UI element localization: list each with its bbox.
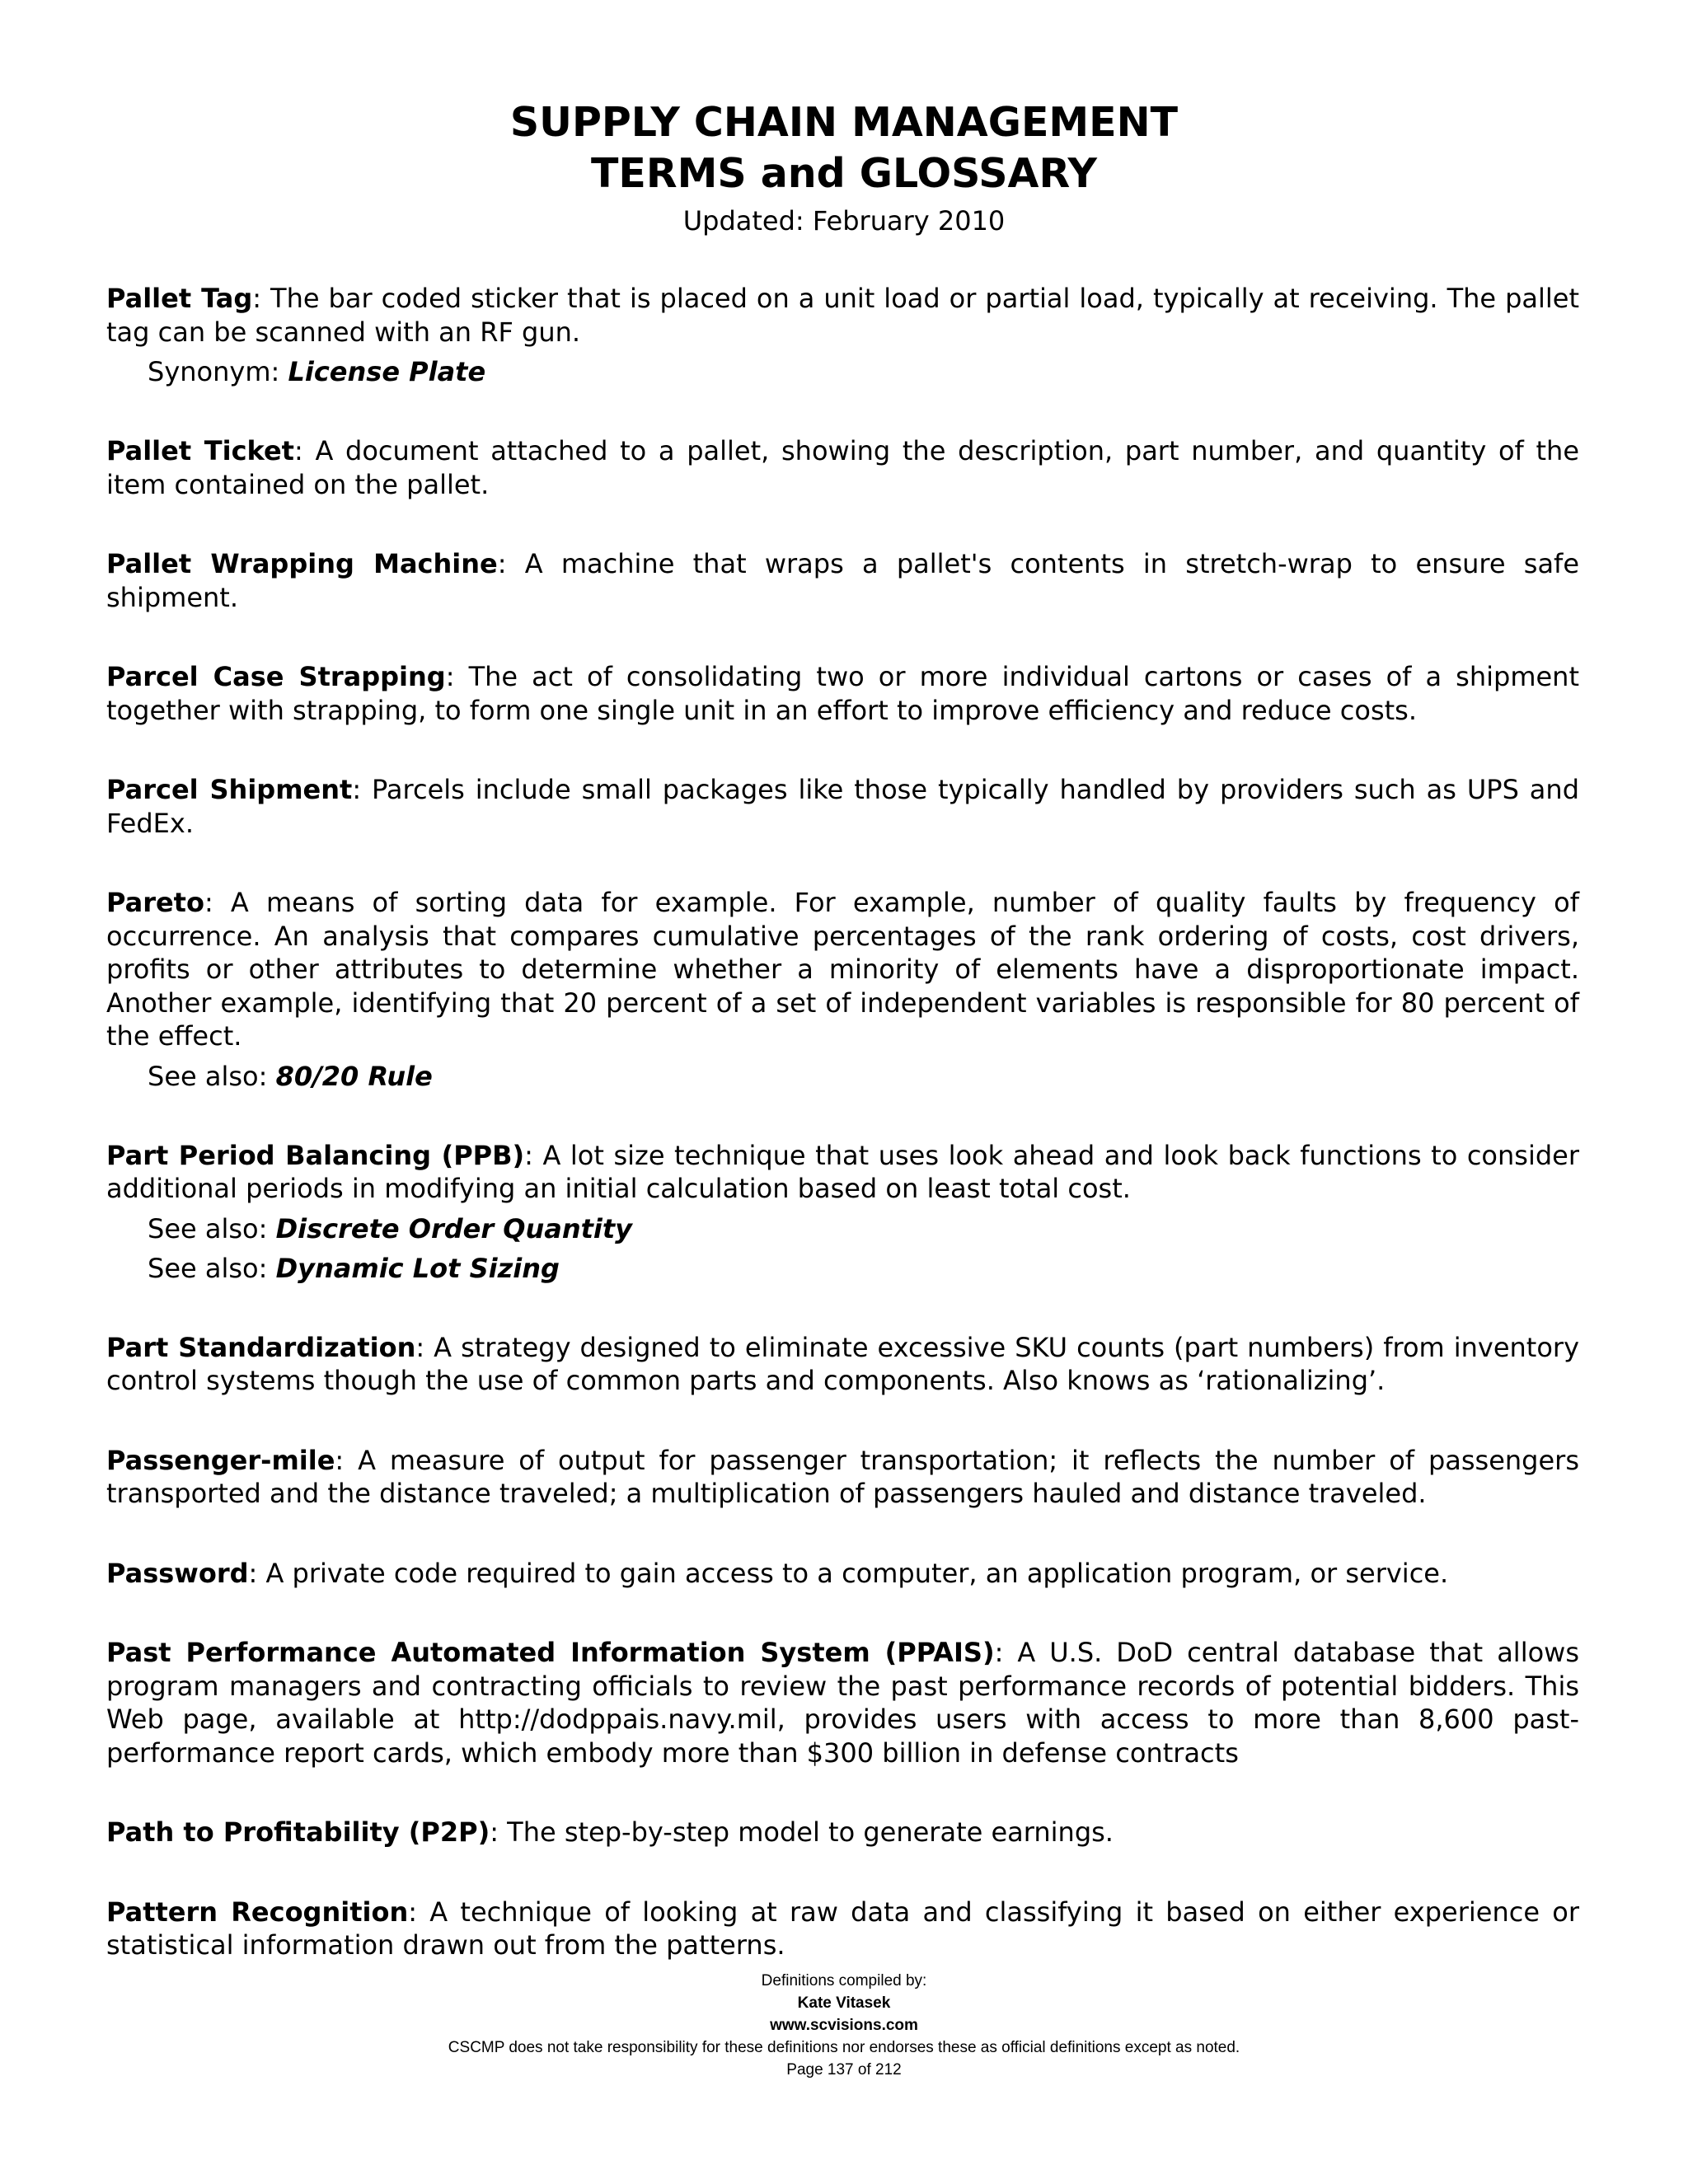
glossary-entry xyxy=(106,773,1579,840)
title-line-2: TERMS and GLOSSARY xyxy=(590,150,1097,197)
entry-text xyxy=(106,1331,1579,1398)
entry-term: Path to Profitability (P2P) xyxy=(106,1816,490,1848)
reference-term: 80/20 Rule xyxy=(275,1060,433,1092)
entry-reference xyxy=(106,355,1579,388)
reference-term: Dynamic Lot Sizing xyxy=(275,1252,560,1284)
entry-text xyxy=(106,1896,1579,1962)
entry-reference xyxy=(106,1212,1579,1245)
entry-text xyxy=(106,282,1579,349)
entry-term: Password xyxy=(106,1557,249,1589)
glossary-entry xyxy=(106,1139,1579,1285)
glossary-entry xyxy=(106,1331,1579,1398)
entry-reference xyxy=(106,1252,1579,1285)
website-link: www.scvisions.com xyxy=(770,2017,918,2034)
entry-term: Past Performance Automated Information System (PPAIS) xyxy=(106,1637,995,1668)
entry-term: Part Period Balancing (PPB) xyxy=(106,1139,525,1171)
entry-term: Pallet Wrapping Machine xyxy=(106,548,498,579)
glossary-entry xyxy=(106,1444,1579,1511)
page-footer xyxy=(0,1970,1688,2081)
disclaimer-text: CSCMP does not take responsibility for these definitions nor endorses these as official definitions except as noted. xyxy=(448,2039,1240,2056)
page-header xyxy=(0,97,1688,239)
entry-definition: : A document attached to a pallet, showing the description, part number, and quantity of the item contained on the pallet. xyxy=(106,435,1580,500)
glossary-entry xyxy=(106,1816,1579,1849)
entry-text xyxy=(106,1557,1579,1591)
entry-definition: : A means of sorting data for example. For example, number of quality faults by frequency of occurrence. An analysis that compares cumulative percentages of the rank ordering of costs, cost drivers, profits or other attributes to determine whether a minority of elements have a disproportionate impact. Another example, identifying that 20 percent of a set of independent variables is responsible for 80 percent of the effect. xyxy=(106,887,1579,1052)
entry-reference xyxy=(106,1060,1579,1093)
reference-label: See also: xyxy=(148,1252,276,1284)
reference-term: Discrete Order Quantity xyxy=(275,1212,633,1244)
entry-text xyxy=(106,1636,1579,1769)
entry-text xyxy=(106,660,1579,727)
entry-text xyxy=(106,1139,1579,1206)
author-name: Kate Vitasek xyxy=(797,1994,891,2012)
glossary-entry xyxy=(106,660,1579,727)
entry-definition: : The step-by-step model to generate earnings. xyxy=(490,1816,1114,1848)
glossary-entry xyxy=(106,1557,1579,1591)
entry-definition: : A machine that wraps a pallet's contents in stretch-wrap to ensure safe shipment. xyxy=(106,548,1580,613)
entry-definition: : A strategy designed to eliminate excessive SKU counts (part numbers) from inventory control systems though the use of common parts and components. Also knows as ‘rationalizing’. xyxy=(106,1331,1580,1396)
entry-term: Parcel Shipment xyxy=(106,774,353,805)
updated-date: Updated: February 2010 xyxy=(682,205,1006,237)
reference-label: See also: xyxy=(148,1060,276,1092)
glossary-entry xyxy=(106,282,1579,388)
entry-term: Pallet Ticket xyxy=(106,435,294,466)
reference-label: Synonym: xyxy=(148,356,288,387)
entry-definition: : A lot size technique that uses look ahead and look back functions to consider additional periods in modifying an initial calculation based on least total cost. xyxy=(106,1139,1580,1204)
entry-text xyxy=(106,773,1579,840)
entry-term: Part Standardization xyxy=(106,1331,416,1363)
glossary-entry xyxy=(106,1636,1579,1769)
entry-term: Pattern Recognition xyxy=(106,1896,409,1928)
entry-text xyxy=(106,547,1579,614)
entry-text xyxy=(106,886,1579,1053)
glossary-entry xyxy=(106,1896,1579,1962)
entry-term: Pallet Tag xyxy=(106,283,253,314)
entry-definition: : A U.S. DoD central database that allows program managers and contracting officials to review the past performance records of potential bidders. This Web page, available at http://dodppais.navy.mil, provides users with access to more than 8,600 past-performance report cards, which embody more than $300 billion in defense contracts xyxy=(106,1637,1580,1769)
entry-definition: : The act of consolidating two or more individual cartons or cases of a shipment together with strapping, to form one single unit in an effort to improve efficiency and reduce costs. xyxy=(106,661,1580,726)
entry-text xyxy=(106,1816,1579,1849)
reference-term: License Plate xyxy=(288,356,486,387)
entry-term: Passenger-mile xyxy=(106,1444,335,1476)
glossary-entry xyxy=(106,547,1579,614)
entry-text xyxy=(106,1444,1579,1511)
glossary-entry xyxy=(106,434,1579,501)
entry-term: Parcel Case Strapping xyxy=(106,661,446,692)
entry-term: Pareto xyxy=(106,887,204,918)
entry-text xyxy=(106,434,1579,501)
glossary-entries xyxy=(106,282,1579,2008)
entry-definition: : The bar coded sticker that is placed on a unit load or partial load, typically at receiving. The pallet tag can be scanned with an RF gun. xyxy=(106,283,1580,348)
reference-label: See also: xyxy=(148,1212,276,1244)
entry-definition: : A technique of looking at raw data and classifying it based on either experience or statistical information drawn out from the patterns. xyxy=(106,1896,1580,1961)
entry-definition: : A private code required to gain access to a computer, an application program, or service. xyxy=(248,1557,1449,1589)
glossary-entry xyxy=(106,886,1579,1093)
page-number: Page 137 of 212 xyxy=(786,2061,902,2079)
title-line-1: SUPPLY CHAIN MANAGEMENT xyxy=(509,99,1179,146)
entry-definition: : A measure of output for passenger transportation; it reflects the number of passengers transported and the distance traveled; a multiplication of passengers hauled and distance traveled. xyxy=(106,1444,1579,1509)
compiled-by-label: Definitions compiled by: xyxy=(761,1972,927,1990)
entry-definition: : Parcels include small packages like those typically handled by providers such as UPS and FedEx. xyxy=(106,774,1580,839)
